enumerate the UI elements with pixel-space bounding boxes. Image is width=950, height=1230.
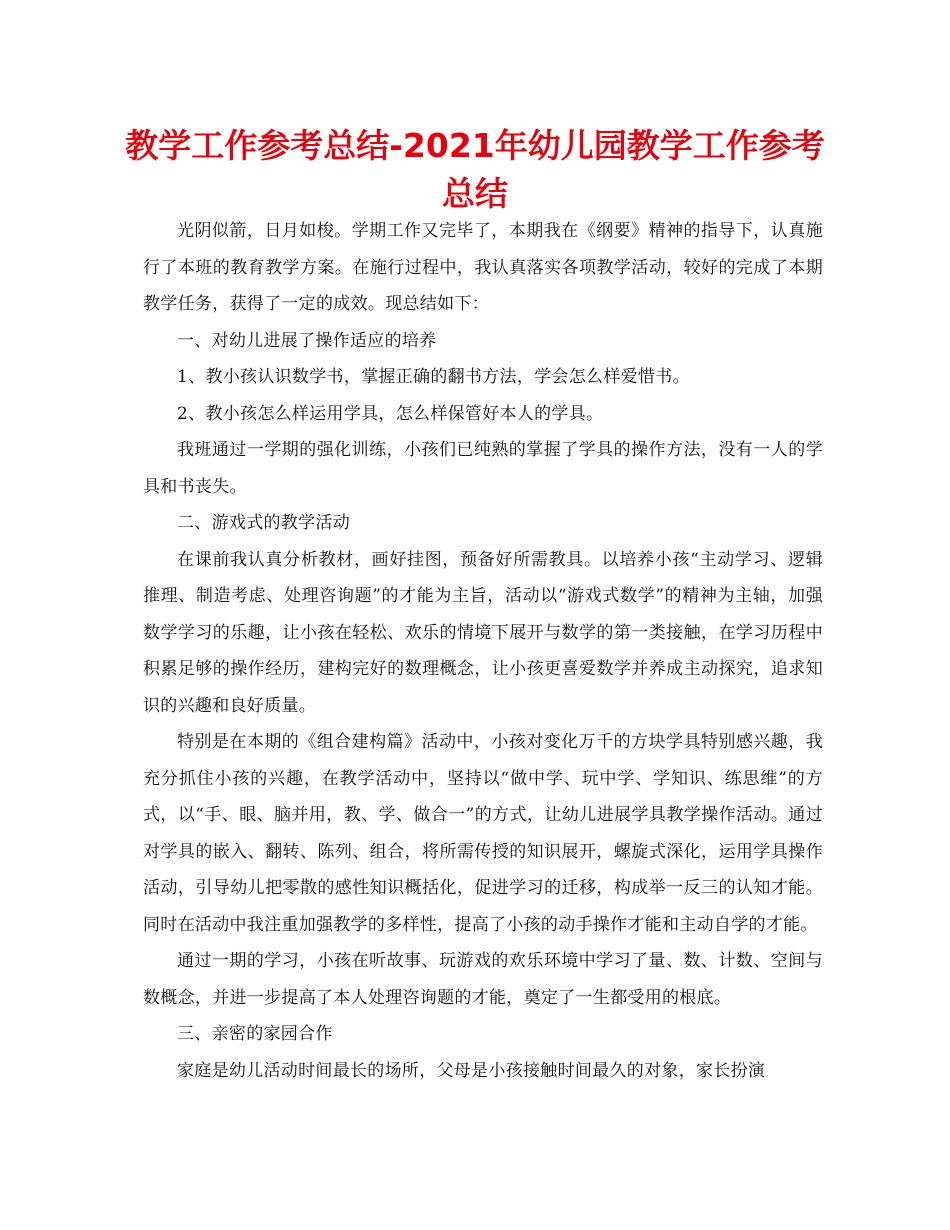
- section-heading: 三、亲密的家园合作: [177, 1024, 333, 1044]
- document-body: [143, 213, 823, 1089]
- paragraph: 我班通过一学期的强化训练，小孩们已纯熟的掌握了学具的操作方法，没有一人的学具和书丧失。: [143, 440, 823, 497]
- paragraph: 通过一期的学习，小孩在听故事、玩游戏的欢乐环境中学习了量、数、计数、空间与数概念，并进一步提高了本人处理咨询题的才能，奠定了一生都受用的根底。: [143, 951, 823, 1008]
- list-item: 2、教小孩怎么样运用学具，怎么样保管好本人的学具。: [177, 403, 604, 424]
- paragraph: 特别是在本期的《组合建构篇》活动中，小孩对变化万千的方块学具特别感兴趣，我充分抓住小孩的兴趣，在教学活动中，坚持以“做中学、玩中学、学知识、练思维”的方式，以“手、眼、脑并用，教、学、做合一”的方式，让幼儿进展学具教学操作活动。通过对学具的嵌入、翻转、陈列、组合，将所需传授的知识展开，螺旋式深化，运用学具操作活动，引导幼儿把零散的感性知识概括化，促进学习的迁移，构成举一反三的认知才能。同时在活动中我注重加强教学的多样性，提高了小孩的动手操作才能和主动自学的才能。: [143, 732, 823, 935]
- document-title: 教学工作参考总结-2021年幼儿园教学工作参考总结: [125, 126, 825, 213]
- section-heading: 一、对幼儿进展了操作适应的培养: [177, 330, 437, 351]
- paragraph: 家庭是幼儿活动时间最长的场所，父母是小孩接触时间最久的对象，家长扮演: [177, 1060, 766, 1081]
- section-heading: 二、游戏式的教学活动: [177, 513, 350, 533]
- paragraph: 在课前我认真分析教材，画好挂图，预备好所需教具。以培养小孩“主动学习、逻辑推理、制造考虑、处理咨询题”的才能为主旨，活动以“游戏式数学”的精神为主轴，加强数学学习的乐趣，让小孩在轻松、欢乐的情境下展开与数学的第一类接触，在学习历程中积累足够的操作经历，建构完好的数理概念，让小孩更喜爱数学并养成主动探究，追求知识的兴趣和良好质量。: [143, 549, 823, 716]
- paragraph: 光阴似箭，日月如梭。学期工作又完毕了，本期我在《纲要》精神的指导下，认真施行了本班的教育教学方案。在施行过程中，我认真落实各项教学活动，较好的完成了本期教学任务，获得了一定的成效。现总结如下：: [143, 221, 823, 314]
- list-item: 1、教小孩认识数学书，掌握正确的翻书方法，学会怎么样爱惜书。: [177, 367, 690, 387]
